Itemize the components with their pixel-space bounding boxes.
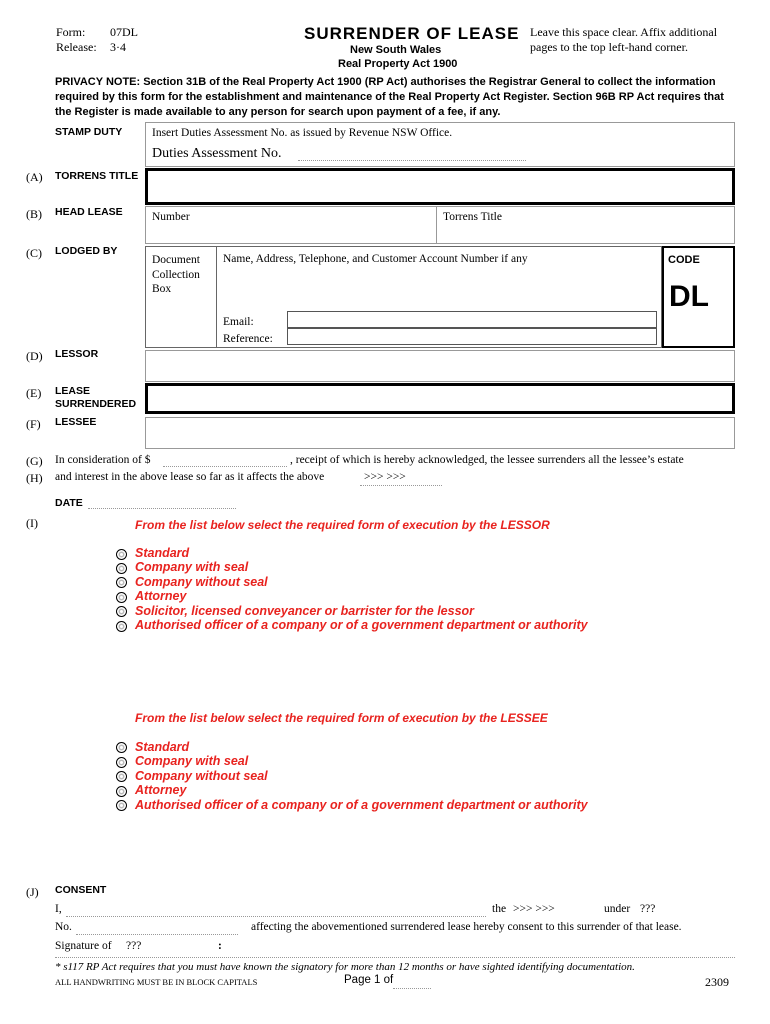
lessee-option-4-label: Authorised officer of a company or of a government department or authority — [135, 798, 588, 812]
form-code: 2309 — [705, 975, 729, 989]
lodged-by-divider — [216, 246, 217, 348]
consideration-line-1-post: , receipt of which is hereby acknowledged, the lessee surrenders all the lessee’s estate — [290, 454, 684, 466]
consent-under-label: under — [604, 903, 631, 915]
page-total-input[interactable] — [393, 988, 431, 989]
duties-assessment-label: Duties Assessment No. — [152, 146, 282, 161]
block-capitals-note: ALL HANDWRITING MUST BE IN BLOCK CAPITALS — [55, 977, 258, 987]
doc-line-3: Box — [152, 283, 172, 295]
email-label: Email: — [223, 316, 254, 328]
reference-label: Reference: — [223, 333, 273, 345]
torrens-title-label: TORRENS TITLE — [55, 170, 139, 182]
consideration-property-line — [360, 485, 442, 486]
consideration-line-1-pre: In consideration of $ — [55, 454, 151, 466]
form-label: Form: — [56, 25, 86, 39]
consent-the-label: the — [492, 903, 507, 915]
signature-label: Signature of — [55, 940, 112, 952]
lessor-option-0-label: Standard — [135, 546, 190, 560]
lessee-option-3-radio[interactable] — [116, 786, 127, 797]
lessor-option-2-label: Company without seal — [135, 575, 268, 589]
doc-line-2: Collection — [152, 268, 200, 281]
page-number-label: Page 1 of — [344, 974, 394, 986]
privacy-note-line-2: required by this form for the establishment and maintenance of the Real Property Act Register. Section 96B RP Act requires that — [55, 91, 724, 103]
lessor-label: LESSOR — [55, 348, 99, 360]
head-lease-box — [145, 206, 735, 244]
section-e-letter: (E) — [26, 386, 42, 400]
document-collection-box-label — [152, 253, 200, 297]
consent-i-label: I, — [55, 903, 62, 915]
date-label: DATE — [55, 497, 83, 509]
corner-note-line-2: pages to the top left-hand corner. — [530, 40, 688, 54]
code-label: CODE — [668, 254, 700, 266]
date-input[interactable] — [88, 508, 236, 509]
code-value: DL — [669, 280, 709, 313]
torrens-title-input[interactable] — [145, 168, 735, 205]
lessee-input[interactable] — [145, 417, 735, 449]
consent-label: CONSENT — [55, 884, 107, 896]
lease-surrendered-line-1: LEASE — [55, 385, 91, 397]
consideration-amount-input[interactable] — [163, 466, 287, 467]
lease-surrendered-input[interactable] — [145, 383, 735, 414]
doc-line-1: Document — [152, 254, 200, 266]
lodger-details-label: Name, Address, Telephone, and Customer Account Number if any — [223, 253, 528, 265]
consent-number-input[interactable] — [76, 934, 238, 935]
consent-under-value: ??? — [640, 903, 656, 915]
lessor-option-3-label: Attorney — [135, 589, 187, 603]
page-title: SURRENDER OF LEASE — [304, 24, 520, 43]
lessor-option-1-radio[interactable] — [116, 563, 127, 574]
lessor-option-4-radio[interactable] — [116, 606, 127, 617]
footer-divider — [55, 957, 735, 958]
act-name: Real Property Act 1900 — [338, 58, 458, 70]
privacy-note-line-1: PRIVACY NOTE: Section 31B of the Real Property Act 1900 (RP Act) authorises the Registrar General to collect the information — [55, 76, 716, 88]
corner-note-line-1: Leave this space clear. Affix additional — [530, 25, 718, 39]
lease-surrendered-line-2: SURRENDERED — [55, 398, 137, 410]
consent-name-input[interactable] — [66, 916, 486, 917]
signature-of-value: ??? — [126, 940, 142, 952]
lessor-option-1-label: Company with seal — [135, 560, 249, 574]
lessee-option-0-radio[interactable] — [116, 742, 127, 753]
section-i-letter: (I) — [26, 516, 38, 530]
email-input[interactable] — [287, 311, 657, 328]
consent-the-value: >>> >>> — [513, 903, 555, 915]
section-d-letter: (D) — [26, 349, 43, 363]
lessor-option-0-radio[interactable] — [116, 549, 127, 560]
section-a-letter: (A) — [26, 170, 43, 184]
lessee-option-4-radio[interactable] — [116, 800, 127, 811]
head-lease-number-label: Number — [152, 211, 190, 223]
consideration-line-2-pre: and interest in the above lease so far as it affects the above — [55, 471, 325, 483]
lessee-option-2-radio[interactable] — [116, 771, 127, 782]
section-g-letter: (G) — [26, 454, 43, 468]
section-b-letter: (B) — [26, 207, 42, 221]
lessee-option-3-label: Attorney — [135, 783, 187, 797]
lessee-option-2-label: Company without seal — [135, 769, 268, 783]
consent-no-label: No. — [55, 921, 72, 933]
form-value: 07DL — [110, 25, 138, 39]
signature-colon: : — [218, 940, 222, 952]
lessor-option-3-radio[interactable] — [116, 592, 127, 603]
lessee-label: LESSEE — [55, 416, 97, 428]
head-lease-label: HEAD LEASE — [55, 206, 123, 218]
section-j-letter: (J) — [26, 885, 39, 899]
section-f-letter: (F) — [26, 417, 41, 431]
stamp-duty-label: STAMP DUTY — [55, 126, 123, 138]
reference-input[interactable] — [287, 328, 657, 345]
lessor-execution-heading: From the list below select the required form of execution by the LESSOR — [135, 518, 550, 532]
lessee-option-1-label: Company with seal — [135, 754, 249, 768]
lessor-option-4-label: Solicitor, licensed conveyancer or barrister for the lessor — [135, 604, 475, 618]
lessee-option-0-label: Standard — [135, 740, 190, 754]
lodged-by-label: LODGED BY — [55, 245, 118, 257]
privacy-note-line-3: the Register is made available to any person for search upon payment of a fee, if any. — [55, 106, 501, 118]
duties-assessment-input[interactable] — [298, 160, 526, 161]
head-lease-divider — [436, 206, 437, 244]
lessee-option-1-radio[interactable] — [116, 757, 127, 768]
lessee-execution-heading: From the list below select the required form of execution by the LESSEE — [135, 711, 548, 725]
release-value: 3·4 — [110, 40, 126, 54]
section-h-letter: (H) — [26, 471, 43, 485]
lessor-option-2-radio[interactable] — [116, 577, 127, 588]
release-label: Release: — [56, 40, 97, 54]
head-lease-torrens-title-label: Torrens Title — [443, 211, 502, 223]
lease-surrendered-label — [55, 385, 136, 411]
lessor-input[interactable] — [145, 350, 735, 382]
footer-note: * s117 RP Act requires that you must have known the signatory for more than 12 months or have sighted identifying documentation. — [55, 961, 635, 973]
state-name: New South Wales — [350, 44, 442, 56]
lessor-option-5-label: Authorised officer of a company or of a government department or authority — [135, 618, 588, 632]
section-c-letter: (C) — [26, 246, 42, 260]
consent-text: affecting the abovementioned surrendered lease hereby consent to this surrender of that lease. — [251, 921, 682, 933]
stamp-duty-instruction: Insert Duties Assessment No. as issued by Revenue NSW Office. — [152, 127, 453, 139]
lessor-option-5-radio[interactable] — [116, 621, 127, 632]
consideration-property-value: >>> >>> — [364, 471, 406, 483]
